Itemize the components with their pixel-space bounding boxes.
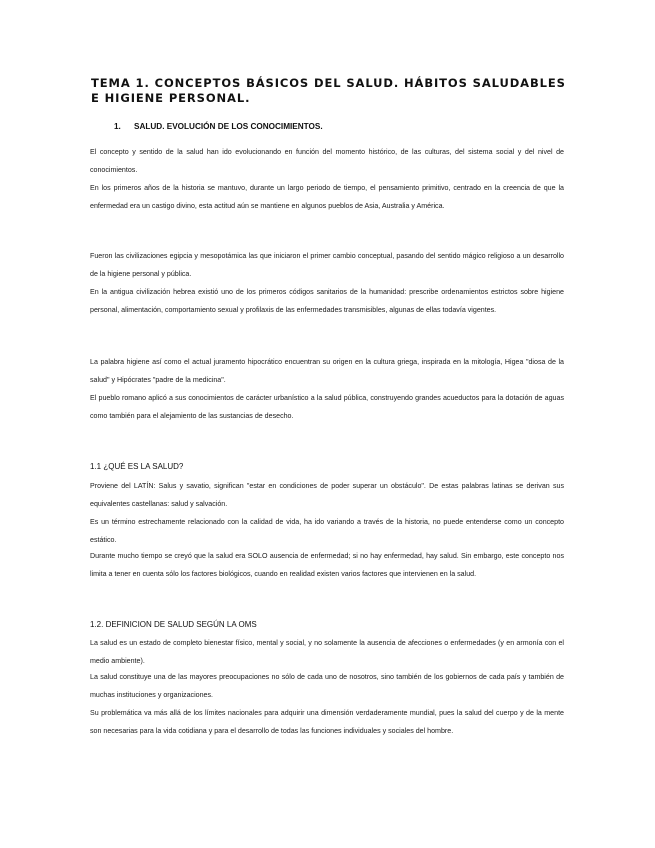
section-heading-1-2: 1.2. DEFINICION DE SALUD SEGÚN LA OMS — [90, 620, 257, 629]
paragraph: Es un término estrechamente relacionado con la calidad de vida, ha ido variando a través de la historia, no puede entenderse como un concepto estático. — [90, 518, 564, 544]
section-heading-1 — [114, 122, 323, 131]
document-title: TEMA 1. CONCEPTOS BÁSICOS DEL SALUD. HÁBITOS SALUDABLES E HIGIENE PERSONAL. — [91, 76, 566, 105]
paragraph: En los primeros años de la historia se mantuvo, durante un largo periodo de tiempo, el pensamiento primitivo, centrado en la creencia de que la enfermedad era un castigo divino, esta actitud aún se mantiene en algunos pueblos de Asia, Australia y América. — [90, 184, 564, 210]
paragraph: El concepto y sentido de la salud han ido evolucionando en función del momento histórico, de las culturas, del sistema social y del nivel de conocimientos. — [90, 148, 564, 174]
paragraph: Fueron las civilizaciones egipcia y mesopotámica las que iniciaron el primer cambio conceptual, pasando del sentido mágico religioso a un desarrollo de la higiene personal y pública. — [90, 252, 564, 278]
paragraph: Durante mucho tiempo se creyó que la salud era SOLO ausencia de enfermedad; si no hay enfermedad, hay salud. Sin embargo, este concepto nos limita a tener en cuenta sólo los factores biológicos, cuando en realidad existen varios factores que intervienen en la salud. — [90, 552, 564, 578]
section-heading-text: SALUD. EVOLUCIÓN DE LOS CONOCIMIENTOS. — [134, 122, 323, 131]
paragraph: En la antigua civilización hebrea existió uno de los primeros códigos sanitarios de la humanidad: prescribe ordenamientos estrictos sobre higiene personal, alimentación, comportamiento sexual y profilaxis de las enfermedades transmisibles, algunas de ellas todavía vigentes. — [90, 288, 564, 314]
paragraph: Proviene del LATÍN: Salus y savatio, significan "estar en condiciones de poder superar un obstáculo". De estas palabras latinas se derivan sus equivalentes castellanas: salud y salvación. — [90, 482, 564, 508]
paragraph: La salud es un estado de completo bienestar físico, mental y social, y no solamente la ausencia de afecciones o enfermedades (y en armonía con el medio ambiente). — [90, 639, 564, 665]
paragraph: La palabra higiene así como el actual juramento hipocrático encuentran su origen en la cultura griega, inspirada en la mitología, Higea "diosa de la salud" y Hipócrates "padre de la medicina". — [90, 358, 564, 384]
section-number: 1. — [114, 122, 121, 131]
section-heading-1-1: 1.1 ¿QUÉ ES LA SALUD? — [90, 462, 184, 471]
paragraph: Su problemática va más allá de los límites nacionales para adquirir una dimensión verdaderamente mundial, pues la salud del cuerpo y de la mente son necesarias para la vida cotidiana y para el desarrollo de todas las funciones individuales y sociales del hombre. — [90, 709, 564, 735]
paragraph: El pueblo romano aplicó a sus conocimientos de carácter urbanístico a la salud pública, construyendo grandes acueductos para la dotación de aguas como también para el alejamiento de las sustancias de desecho. — [90, 394, 564, 420]
paragraph: La salud constituye una de las mayores preocupaciones no sólo de cada uno de nosotros, sino también de los gobiernos de cada país y también de muchas instituciones y organizaciones. — [90, 673, 564, 699]
